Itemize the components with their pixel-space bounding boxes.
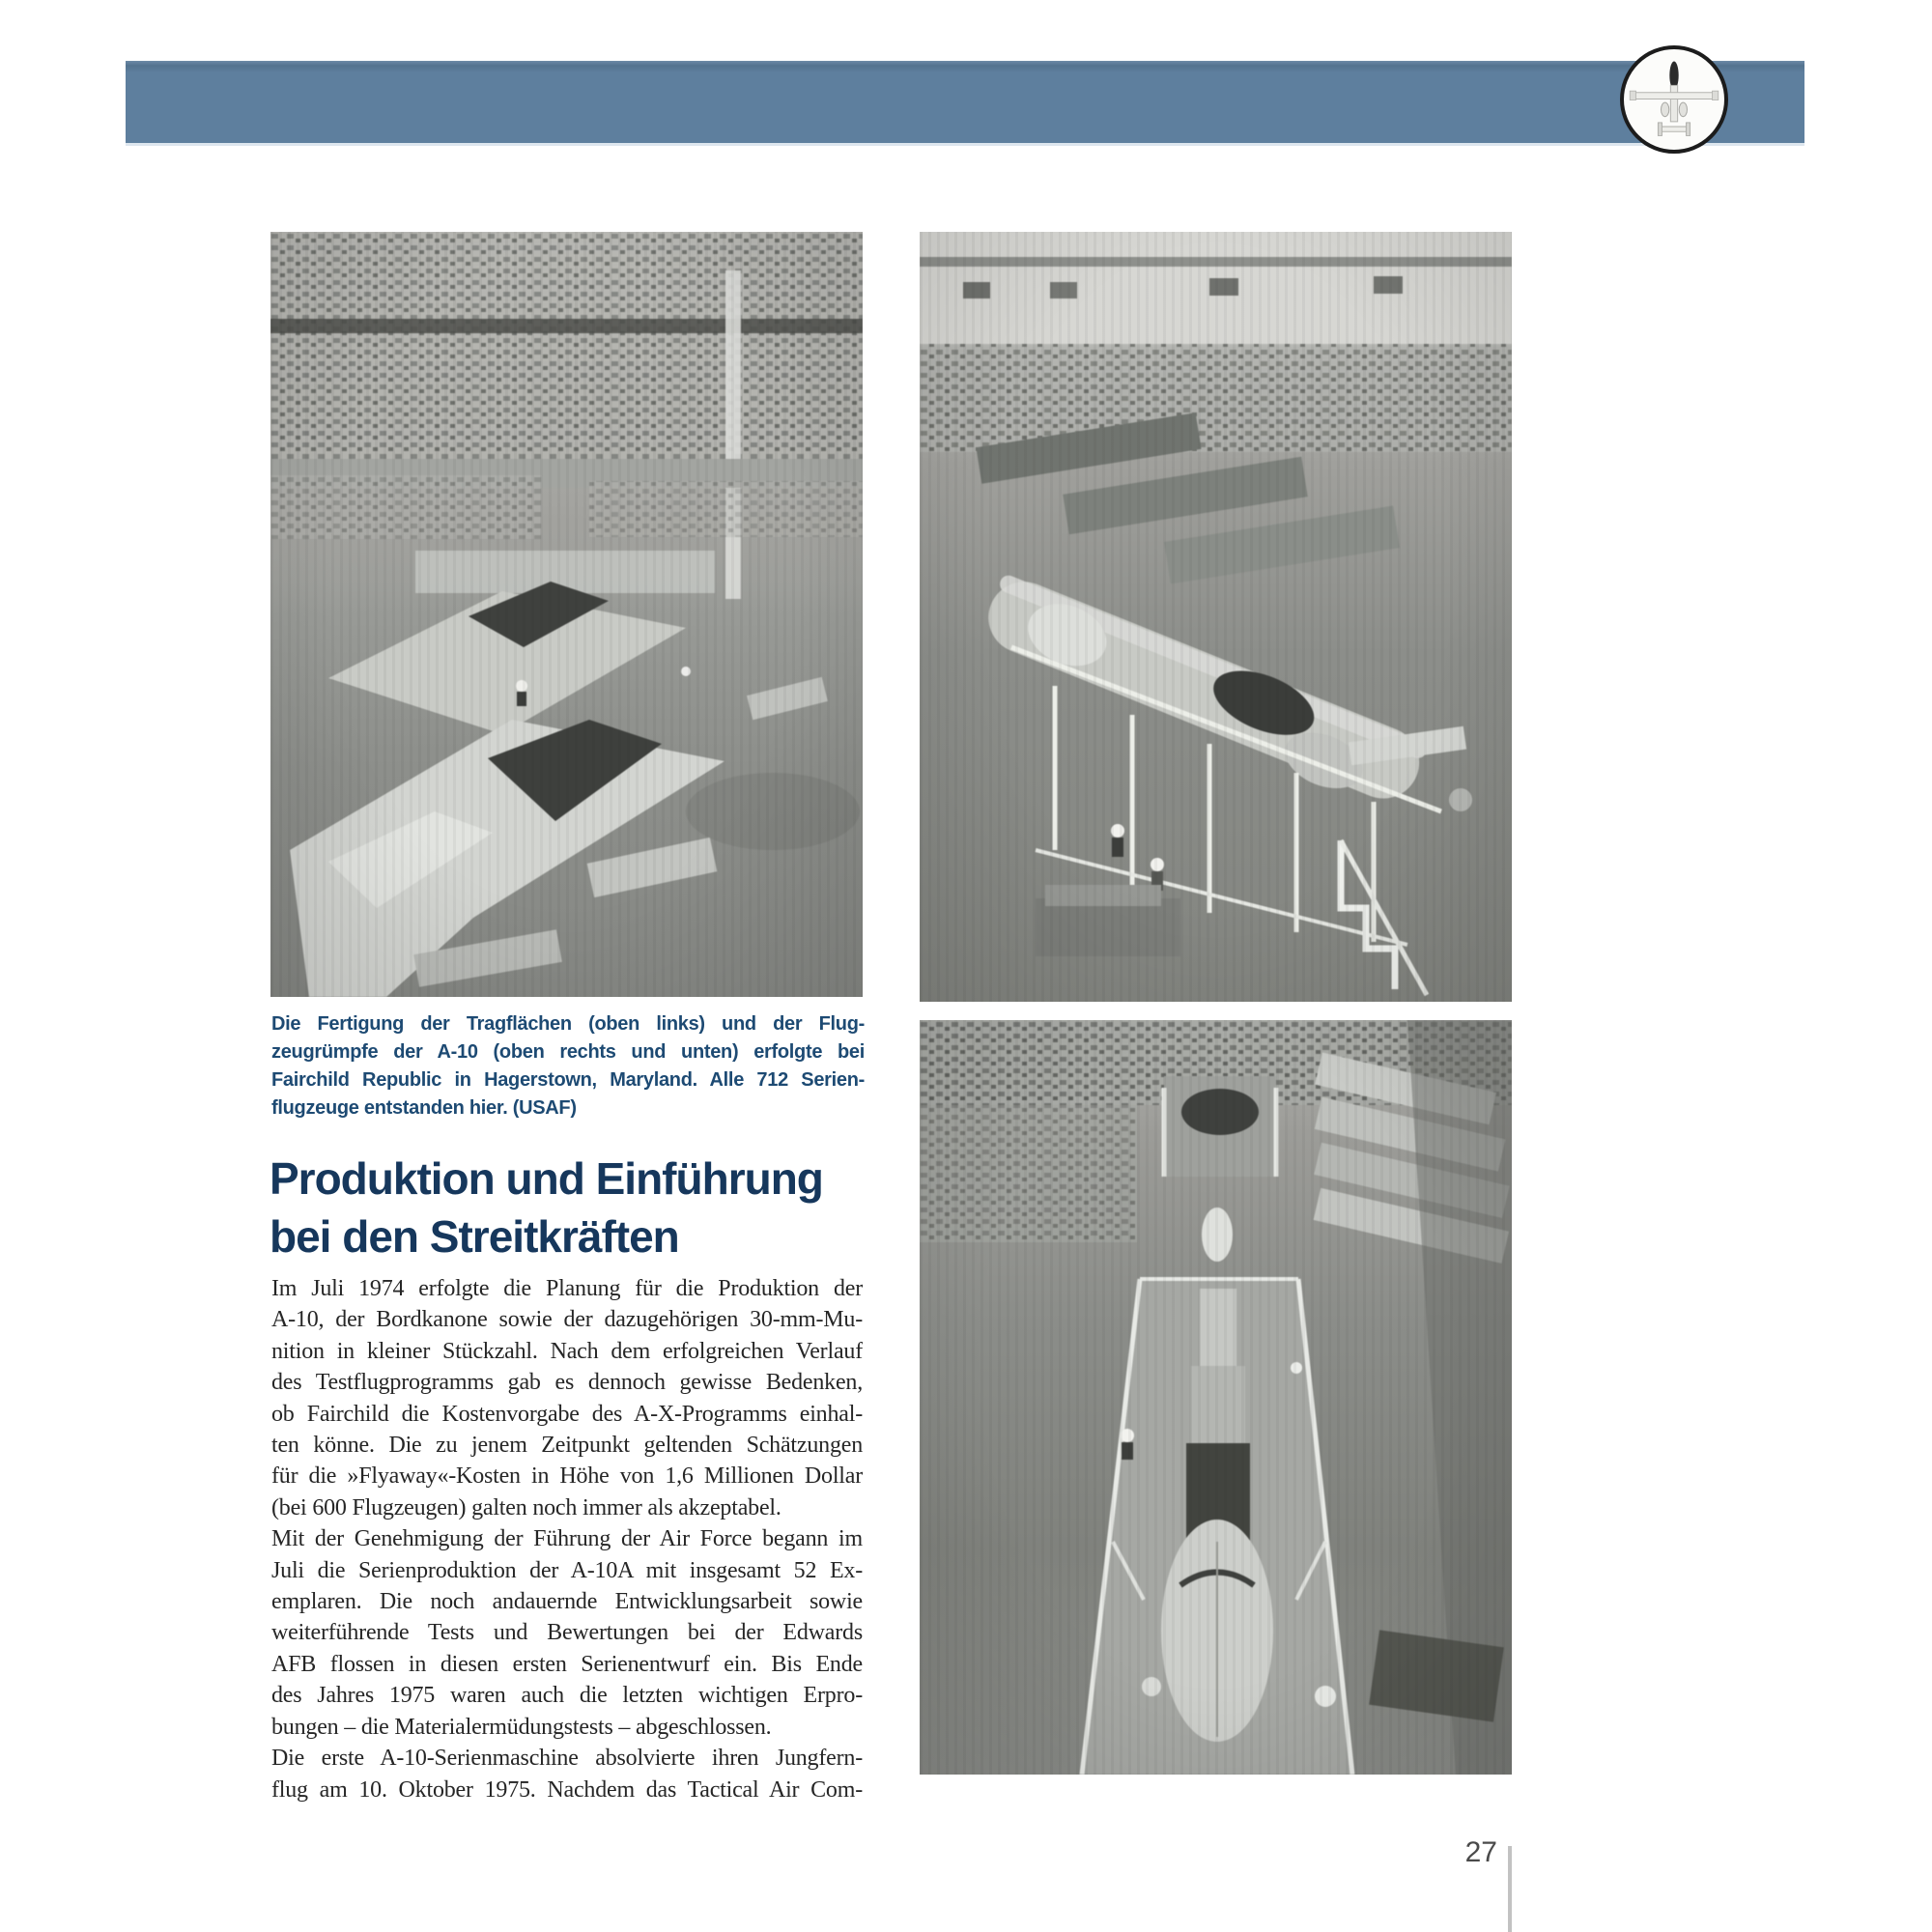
header-bar <box>126 61 1804 146</box>
photo-wing-assembly-line <box>270 232 863 997</box>
body-line: Im Juli 1974 erfolgte die Planung für die Produktion der <box>271 1276 863 1301</box>
body-line: (bei 600 Flugzeugen) galten noch immer als akzeptabel. <box>271 1494 781 1520</box>
caption-line: flugzeuge entstanden hier. (USAF) <box>271 1097 577 1119</box>
body-line: flug am 10. Oktober 1975. Nachdem das Tactical Air Com- <box>271 1776 863 1803</box>
body-line: ten könne. Die zu jenem Zeitpunkt geltenden Schätzungen <box>271 1433 863 1459</box>
article-body <box>271 1273 863 1805</box>
photo-fuselage-overhead <box>920 1020 1512 1775</box>
body-line: des Testflugprogramms gab es dennoch gewisse Bedenken, <box>271 1370 863 1396</box>
heading-line: bei den Streitkräften <box>270 1211 679 1262</box>
body-line: ob Fairchild die Kostenvorgabe des A-X-Programms einhal- <box>271 1401 863 1427</box>
photo-fuselage-jig <box>920 232 1512 1002</box>
body-line: Mit der Genehmigung der Führung der Air Force begann im <box>271 1526 863 1552</box>
body-line: bungen – die Materialermüdungstests – abgeschlossen. <box>271 1714 772 1740</box>
body-line: des Jahres 1975 waren auch die letzten wichtigen Erpro- <box>271 1683 863 1709</box>
caption-line: Die Fertigung der Tragflächen (oben links) und der Flug- <box>271 1013 865 1035</box>
body-line: weiterführende Tests und Bewertungen bei der Edwards <box>271 1620 863 1646</box>
body-line: Die erste A-10-Serienmaschine absolvierte ihren Jungfern- <box>271 1746 863 1772</box>
body-line: für die »Flyaway«-Kosten in Höhe von 1,6 Millionen Dollar <box>271 1463 863 1490</box>
body-line: nition in kleiner Stückzahl. Nach dem erfolgreichen Verlauf <box>271 1338 863 1364</box>
body-line: A-10, der Bordkanone sowie der dazugehörigen 30-mm-Mu- <box>271 1307 863 1333</box>
page-number: 27 <box>1464 1836 1497 1868</box>
figure-caption <box>271 1010 865 1122</box>
caption-line: Fairchild Republic in Hagerstown, Maryland. Alle 712 Serien- <box>271 1069 865 1091</box>
heading-line: Produktion und Einführung <box>270 1153 823 1204</box>
a10-logo-badge <box>1620 45 1728 154</box>
body-line: emplaren. Die noch andauernde Entwicklungsarbeit sowie <box>271 1589 863 1615</box>
body-line: AFB flossen in diesen ersten Serienentwurf ein. Bis Ende <box>271 1651 863 1677</box>
body-line: Juli die Serienproduktion der A-10A mit insgesamt 52 Ex- <box>271 1557 863 1583</box>
footer-rule <box>1508 1846 1512 1932</box>
article-heading <box>270 1150 868 1265</box>
photo-fuselage-jig-illustration <box>920 232 1512 1002</box>
caption-line: zeugrümpfe der A-10 (oben rechts und unten) erfolgte bei <box>271 1041 865 1063</box>
a10-top-view-icon <box>1624 49 1724 150</box>
photo-wing-assembly-illustration <box>270 232 863 997</box>
photo-fuselage-overhead-illustration <box>920 1020 1512 1775</box>
